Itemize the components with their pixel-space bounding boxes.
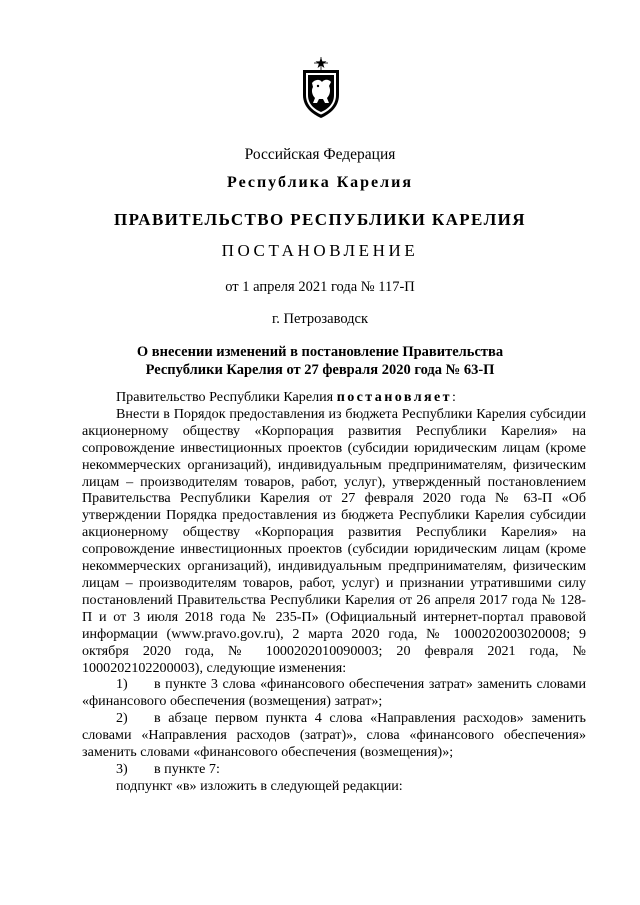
list-item-text: в пункте 7: bbox=[154, 760, 220, 777]
main-paragraph: Внести в Порядок предоставления из бюджета Республики Карелия субсидии акционерному обществу «Корпорация развития Республики Карелия» на сопровождение инвестиционных проектов (субсидии юридическим лицам (кроме некоммерческих организаций), индивидуальным предпринимателям, физическим лицам – производителям товаров, работ, услуг), утвержденный постановлением Правительства Республики Карелия от 27 февраля 2020 года № 63-П «Об утверждении Порядка предоставления из бюджета Республики Карелия субсидии акционерному обществу «Корпорация развития Республики Карелия» на сопровождение инвестиционных проектов (субсидии юридическим лицам (кроме некоммерческих организаций), индивидуальным предпринимателям, физическим лицам – производителям товаров, работ, услуг) и признании утратившими силу постановлений Правительства Республики Карелия от 26 апреля 2017 года № 128-П и от 3 июля 2018 года № 235-П» (Официальный интернет-портал правовой информации (www.pravo.gov.ru), 2 марта 2020 года, № 1000202003020008; 9 октября 2020 года, № 1000202010090003; 20 февраля 2021 года, № 1000202102200003), следующие изменения: bbox=[82, 405, 586, 676]
subject-line-1: О внесении изменений в постановление Правительства bbox=[136, 344, 504, 360]
document-type: ПОСТАНОВЛЕНИЕ bbox=[221, 241, 419, 260]
header-government: ПРАВИТЕЛЬСТВО РЕСПУБЛИКИ КАРЕЛИЯ bbox=[114, 210, 526, 229]
intro-suffix: : bbox=[452, 389, 456, 405]
document-date-number: от 1 апреля 2021 года № 117-П bbox=[225, 279, 415, 295]
header-republic: Республика Карелия bbox=[227, 174, 413, 191]
intro-prefix: Правительство Республики Карелия bbox=[116, 389, 337, 405]
list-item-text: в абзаце первом пункта 4 слова «Направления расходов» заменить словами «Направления расходов (затрат)», слова «финансового обеспечения» заменить словами «финансового обеспечения (возмещения)»; bbox=[82, 710, 586, 761]
document-city: г. Петрозаводск bbox=[271, 311, 369, 327]
subject-line-2: Республики Карелия от 27 февраля 2020 года № 63-П bbox=[145, 362, 495, 378]
intro-keyword: постановляет bbox=[336, 389, 453, 405]
list-item bbox=[82, 676, 586, 710]
list-item bbox=[82, 710, 586, 761]
coat-of-arms-emblem bbox=[300, 57, 342, 119]
document-subject bbox=[0, 343, 640, 379]
list-item bbox=[82, 761, 586, 778]
list-item-number: 3) bbox=[116, 760, 128, 777]
list-item-number: 2) bbox=[116, 710, 128, 727]
intro-paragraph bbox=[82, 389, 586, 406]
last-paragraph: подпункт «в» изложить в следующей редакции: bbox=[116, 777, 403, 794]
list-item-text: в пункте 3 слова «финансового обеспечения затрат» заменить словами «финансового обеспечения (возмещения) затрат»; bbox=[82, 676, 586, 710]
header-country: Российская Федерация bbox=[244, 146, 396, 163]
list-item-number: 1) bbox=[116, 676, 128, 693]
document-body bbox=[82, 389, 586, 795]
